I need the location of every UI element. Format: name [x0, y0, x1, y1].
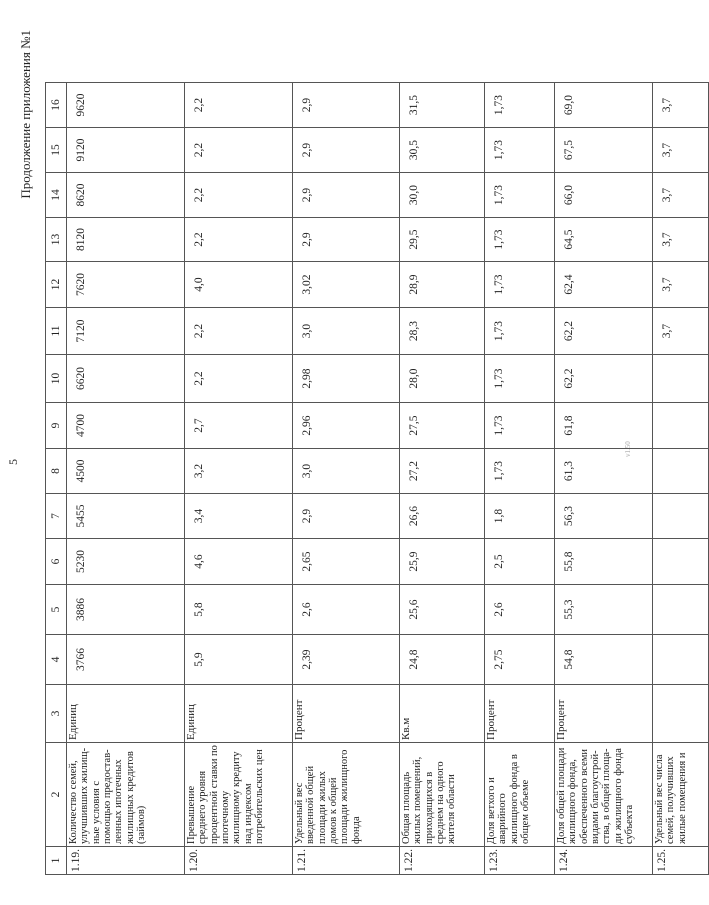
- table-row: [485, 83, 555, 875]
- table-row: [400, 83, 485, 875]
- value-cell: 28,9: [400, 262, 485, 308]
- row-number: 1.24.: [555, 847, 653, 875]
- row-number: 1.22.: [400, 847, 485, 875]
- row-number: 1.25.: [653, 847, 709, 875]
- value-cell: 3,0: [293, 308, 400, 355]
- indicator-name: Удельный вес введенной общей площади жилых домов к общей площади жилищного фонда: [293, 743, 400, 847]
- value-cell: 5455: [67, 494, 185, 539]
- value-cell: 1,8: [485, 494, 555, 539]
- unit-cell: Единиц: [67, 685, 185, 743]
- value-cell: 27,5: [400, 403, 485, 449]
- value-cell: 3,7: [653, 173, 709, 218]
- value-cell: 2,2: [185, 218, 293, 262]
- value-cell: 62,2: [555, 308, 653, 355]
- value-cell: 2,75: [485, 635, 555, 685]
- value-cell: 28,0: [400, 355, 485, 403]
- value-cell: 1,73: [485, 83, 555, 128]
- column-header: 2: [46, 743, 67, 847]
- value-cell: 2,9: [293, 83, 400, 128]
- value-cell: 56,3: [555, 494, 653, 539]
- value-cell: 3,7: [653, 83, 709, 128]
- table-row: [67, 83, 185, 875]
- value-cell: 8620: [67, 173, 185, 218]
- column-header: 9: [46, 403, 67, 449]
- value-cell: 5230: [67, 539, 185, 585]
- indicator-name: Превышение среднего уровня процентной ставки по ипотечному жилищному кредиту над индексом потребительских цен: [185, 743, 293, 847]
- value-cell: 2,6: [485, 585, 555, 635]
- unit-cell: Процент: [293, 685, 400, 743]
- page-number: 5: [6, 459, 20, 465]
- appendix-caption: Продолжение приложения №1: [18, 30, 33, 199]
- value-cell: 2,9: [293, 218, 400, 262]
- value-cell: [653, 635, 709, 685]
- value-cell: 55,8: [555, 539, 653, 585]
- value-cell: 5,9: [185, 635, 293, 685]
- unit-cell: [653, 685, 709, 743]
- column-header: 3: [46, 685, 67, 743]
- value-cell: 2,9: [293, 128, 400, 173]
- value-cell: 62,2: [555, 355, 653, 403]
- value-cell: [653, 449, 709, 494]
- value-cell: 64,5: [555, 218, 653, 262]
- column-header: 8: [46, 449, 67, 494]
- value-cell: 2,6: [293, 585, 400, 635]
- row-number: 1.21.: [293, 847, 400, 875]
- value-cell: 3,7: [653, 128, 709, 173]
- unit-cell: Процент: [485, 685, 555, 743]
- value-cell: [653, 585, 709, 635]
- value-cell: 1,73: [485, 218, 555, 262]
- indicator-table: [45, 82, 709, 875]
- value-cell: 1,73: [485, 449, 555, 494]
- value-cell: 67,5: [555, 128, 653, 173]
- value-cell: 2,98: [293, 355, 400, 403]
- value-cell: 7620: [67, 262, 185, 308]
- column-header: 4: [46, 635, 67, 685]
- column-header: 6: [46, 539, 67, 585]
- value-cell: 2,39: [293, 635, 400, 685]
- value-cell: 5,8: [185, 585, 293, 635]
- value-cell: 31,5: [400, 83, 485, 128]
- value-cell: 30,5: [400, 128, 485, 173]
- value-cell: 2,2: [185, 308, 293, 355]
- value-cell: 9120: [67, 128, 185, 173]
- column-header: 10: [46, 355, 67, 403]
- value-cell: 24,8: [400, 635, 485, 685]
- value-cell: [653, 403, 709, 449]
- column-header: 13: [46, 218, 67, 262]
- value-cell: 62,4: [555, 262, 653, 308]
- table-row: [185, 83, 293, 875]
- column-header: 12: [46, 262, 67, 308]
- value-cell: 4500: [67, 449, 185, 494]
- value-cell: 1,73: [485, 355, 555, 403]
- value-cell: 1,73: [485, 128, 555, 173]
- value-cell: 29,5: [400, 218, 485, 262]
- value-cell: 3766: [67, 635, 185, 685]
- value-cell: 25,6: [400, 585, 485, 635]
- value-cell: 1,73: [485, 308, 555, 355]
- column-header: 15: [46, 128, 67, 173]
- value-cell: 30,0: [400, 173, 485, 218]
- value-cell: 9620: [67, 83, 185, 128]
- value-cell: 2,2: [185, 83, 293, 128]
- unit-cell: Процент: [555, 685, 653, 743]
- indicator-name: Удельный вес числа семей, получивших жилые помещения и: [653, 743, 709, 847]
- value-cell: 61,8: [555, 403, 653, 449]
- value-cell: 2,96: [293, 403, 400, 449]
- value-cell: 2,2: [185, 128, 293, 173]
- value-cell: [653, 355, 709, 403]
- value-cell: 2,9: [293, 494, 400, 539]
- value-cell: 3,7: [653, 308, 709, 355]
- value-cell: 2,65: [293, 539, 400, 585]
- value-cell: 54,8: [555, 635, 653, 685]
- value-cell: 66,0: [555, 173, 653, 218]
- table-row: [293, 83, 400, 875]
- value-cell: [653, 539, 709, 585]
- value-cell: 28,3: [400, 308, 485, 355]
- value-cell: 6620: [67, 355, 185, 403]
- row-number: 1.19.: [67, 847, 185, 875]
- value-cell: 2,7: [185, 403, 293, 449]
- value-cell: 3886: [67, 585, 185, 635]
- table-body: [67, 83, 709, 875]
- table-row: [555, 83, 653, 875]
- value-cell: 4,6: [185, 539, 293, 585]
- value-cell: 7120: [67, 308, 185, 355]
- value-cell: 4700: [67, 403, 185, 449]
- value-cell: 1,73: [485, 173, 555, 218]
- value-cell: 26,6: [400, 494, 485, 539]
- value-cell: 2,5: [485, 539, 555, 585]
- value-cell: 3,7: [653, 262, 709, 308]
- value-cell: [653, 494, 709, 539]
- value-cell: 2,9: [293, 173, 400, 218]
- indicator-name: Доля ветхого и аварийного жилищного фонда в общем объеме: [485, 743, 555, 847]
- value-cell: 3,2: [185, 449, 293, 494]
- value-cell: 61,3: [555, 449, 653, 494]
- row-number: 1.20.: [185, 847, 293, 875]
- value-cell: 69,0: [555, 83, 653, 128]
- scan-mark: v1.50: [624, 441, 632, 457]
- unit-cell: Кв.м: [400, 685, 485, 743]
- value-cell: 3,0: [293, 449, 400, 494]
- value-cell: 1,73: [485, 262, 555, 308]
- column-header: 5: [46, 585, 67, 635]
- value-cell: 8120: [67, 218, 185, 262]
- unit-cell: Единиц: [185, 685, 293, 743]
- value-cell: 1,73: [485, 403, 555, 449]
- value-cell: 4,0: [185, 262, 293, 308]
- table-row: [653, 83, 709, 875]
- value-cell: 2,2: [185, 173, 293, 218]
- value-cell: 25,9: [400, 539, 485, 585]
- column-header: 16: [46, 83, 67, 128]
- row-number: 1.23.: [485, 847, 555, 875]
- value-cell: 3,02: [293, 262, 400, 308]
- indicator-name: Количество семей, улучшивших жилищ-ные условия с помощью предостав-ленных ипотечных жилищных кредитов (займов): [67, 743, 185, 847]
- column-header: 7: [46, 494, 67, 539]
- indicator-name: Доля общей площади жилищного фонда, обеспеченного всеми видами благоустрой-ства, в общей площа-ди жилищного фонда субъекта: [555, 743, 653, 847]
- value-cell: 27,2: [400, 449, 485, 494]
- column-header: 1: [46, 847, 67, 875]
- value-cell: 2,2: [185, 355, 293, 403]
- indicator-name: Общая площадь жилых помещений, приходящихся в среднем на одного жителя области: [400, 743, 485, 847]
- value-cell: 3,7: [653, 218, 709, 262]
- column-header: 11: [46, 308, 67, 355]
- value-cell: 3,4: [185, 494, 293, 539]
- column-header: 14: [46, 173, 67, 218]
- header-row: [46, 83, 67, 875]
- value-cell: 55,3: [555, 585, 653, 635]
